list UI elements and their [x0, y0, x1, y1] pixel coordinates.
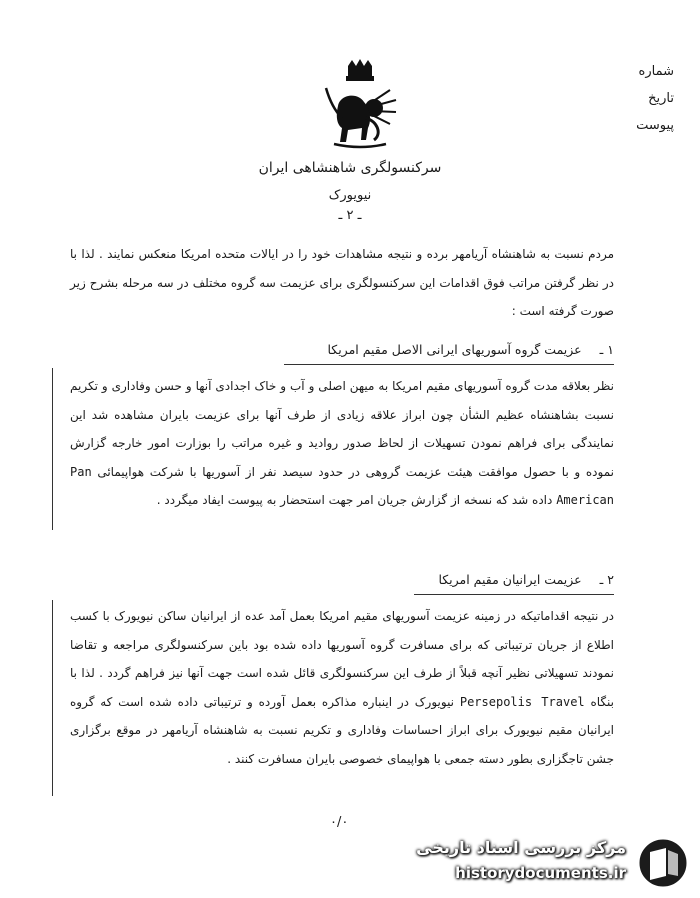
section-1-body: [70, 372, 614, 515]
attachment-label: پیوست: [636, 118, 674, 133]
section-2-underline: [414, 594, 614, 595]
section-1-text-end: داده شد که نسخه از گزارش جریان امر جهت استحضار به پیوست ایفاد میگردد .: [156, 493, 553, 507]
page-mark: ـ ۲ ـ: [338, 208, 362, 223]
section-1-title: عزیمت گروه آسوریهای ایرانی الاصل مقیم امریکا: [327, 342, 582, 357]
travel-agency-name: Persepolis Travel: [459, 694, 585, 709]
continuation-mark: ۰/۰: [330, 815, 349, 830]
section-2-title: عزیمت ایرانیان مقیم امریکا: [438, 572, 582, 587]
section-2-heading: [438, 572, 614, 587]
watermark-title: مرکز بررسی اسناد تاریخی: [416, 838, 626, 857]
intro-paragraph: مردم نسبت به شاهنشاه آریامهر برده و نتیجه مشاهدات خود را در ایالات متحده امریکا منعکس نمایند . لذا با در نظر گرفتن مراتب فوق اقدامات این سرکنسولگری برای عزیمت سه گروه مختلف در سه مرحله بشرح زیر صورت گرفته است :: [70, 247, 614, 318]
institution-heading: سرکنسولگری شاهنشاهی ایران: [258, 160, 442, 176]
section-1-text: نظر بعلاقه مدت گروه آسوریهای مقیم امریکا به میهن اصلی و آب و خاک اجدادی آنها و حسن وفاداری و تکریم نسبت بشاهنشاه عظیم الشأن چون ابراز علاقه زیادی از طرف آنها برای عزیمت بایران مشاهده شد این نمایندگی برای فراهم نمودن تسهیلات از لحاظ صدور روادید و غیره مراتب را بوزارت امور خارجه گزارش نموده و با حصول موافقت هیئت عزیمت گروهی در حدود سیصد نفر از آسوریها با شرکت هواپیمائی: [70, 379, 614, 479]
number-label: شماره: [638, 64, 674, 79]
section-1-underline: [284, 364, 614, 365]
archive-logo-icon: [636, 836, 690, 890]
section-2-margin-mark: [52, 600, 63, 796]
document-meta-labels: [636, 58, 674, 139]
date-label: تاریخ: [648, 91, 674, 106]
section-2-text: در نتیجه اقداماتیکه در زمینه عزیمت آسوریهای مقیم امریکا بعمل آمد عده از ایرانیان ساکن نیویورک با کسب اطلاع از جریان ترتیباتی که برای مسافرت گروه آسوریها داده شده بود باین سرکنسولگری مراجعه و تقاضا نمودند تسهیلاتی نظیر آنچه قبلاً از طرف این سرکنسولگری قائل شده است جهت آنها نیز فراهم گردد . لذا با بنگاه: [70, 609, 614, 709]
section-2-number: ۲ ـ: [599, 572, 614, 587]
section-1-margin-mark: [52, 368, 63, 530]
watermark-url: historydocuments.ir: [455, 864, 626, 882]
watermark: [410, 832, 696, 892]
airline-name: Pan American: [70, 464, 614, 507]
section-2-body: [70, 602, 614, 773]
section-2-text-end: نیویورک در اینباره مذاکره بعمل آورده و ترتیباتی داده شده است که گروه ایرانیان مقیم نیویورک برای ابراز احساسات وفاداری و تکریم نسبت به شاهنشاه آریامهر در موقع برگزاری جشن تاجگزاری بطور دسته جمعی با هواپیمای خصوصی بایران مسافرت کنند .: [70, 694, 614, 766]
section-1-heading: [327, 342, 614, 357]
city-heading: نیویورک: [328, 188, 372, 203]
section-1-number: ۱ ـ: [599, 342, 614, 357]
lion-and-sun-emblem: [318, 58, 402, 150]
